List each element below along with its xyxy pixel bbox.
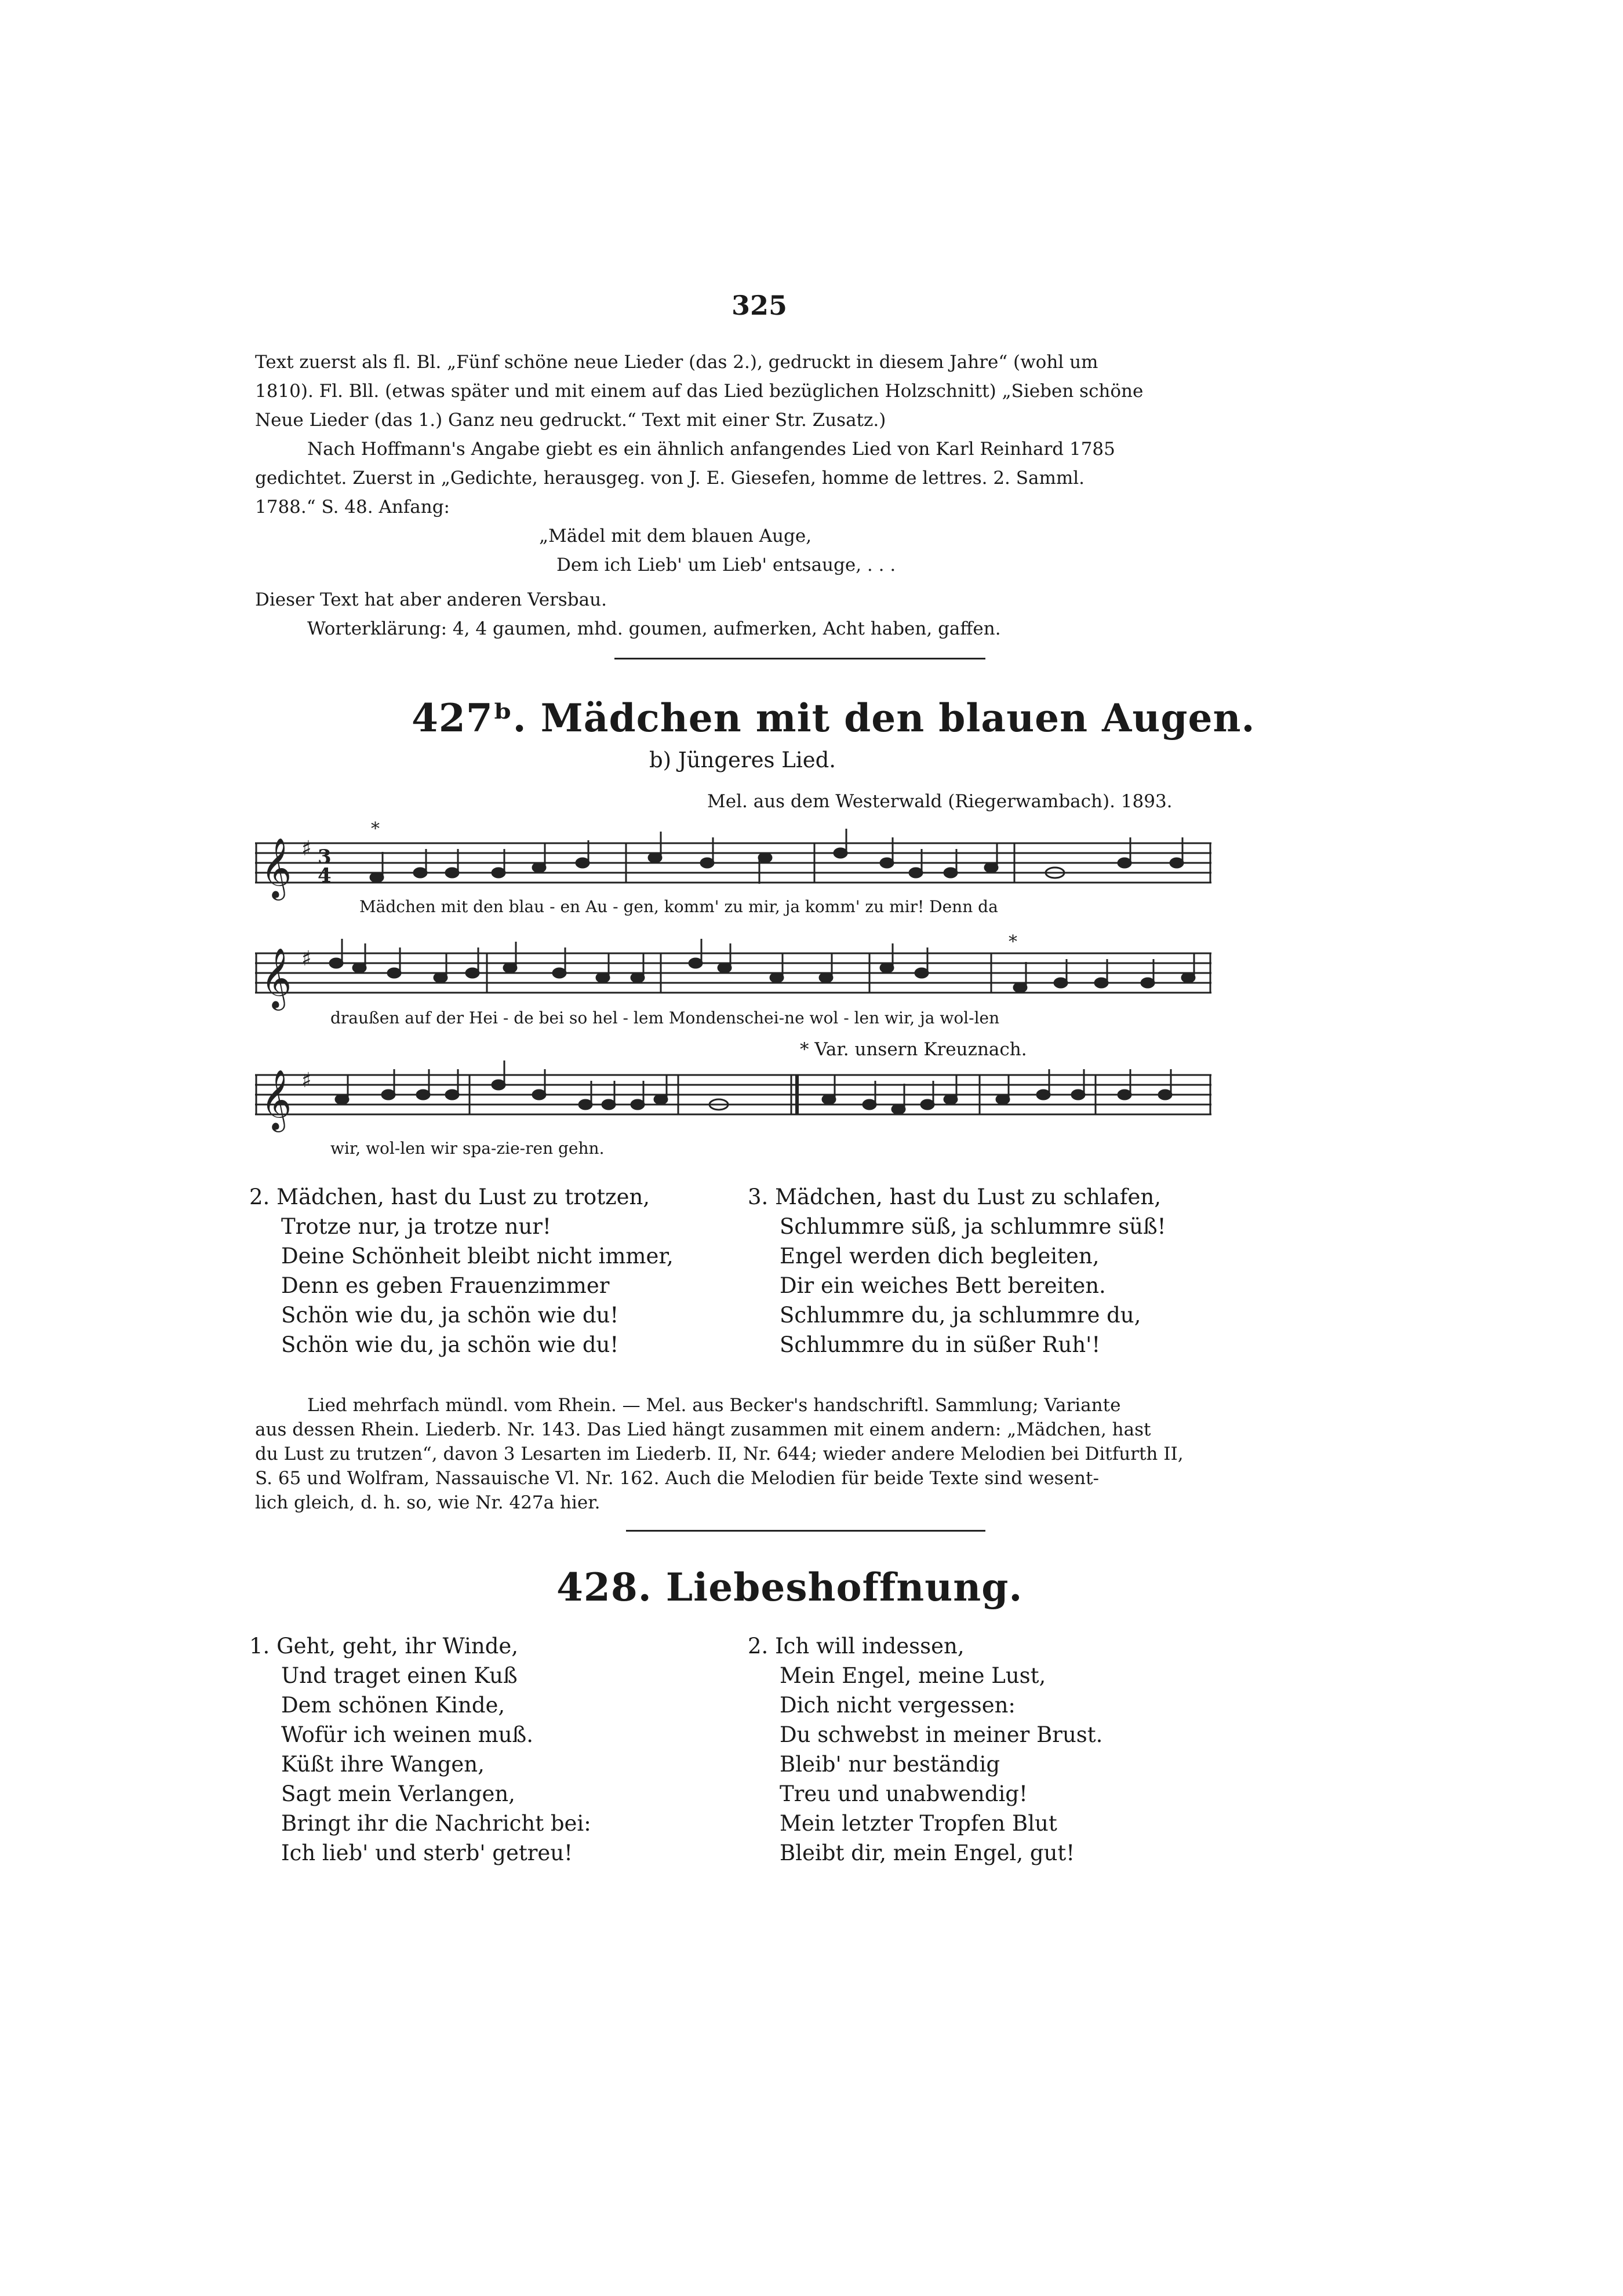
verse-line: Dich nicht vergessen: <box>780 1693 1016 1718</box>
page-number: 325 <box>731 290 788 321</box>
svg-text:♯: ♯ <box>301 837 312 861</box>
divider <box>626 1530 985 1532</box>
verse-line: Bleib' nur beständig <box>780 1752 1000 1777</box>
verse-line: Sagt mein Verlangen, <box>281 1781 515 1806</box>
verse-line: Schön wie du, ja schön wie du! <box>281 1332 619 1357</box>
music-staff-1 <box>255 817 1217 904</box>
svg-text:*: * <box>371 819 380 839</box>
song-title: Liebeshoffnung. <box>665 1565 1023 1610</box>
note-line: Nach Hoffmann's Angabe giebt es ein ähnlich anfangendes Lied von Karl Reinhard 1785 <box>307 439 1115 460</box>
lyrics-row: wir, wol-len wir spa-zie-ren gehn. <box>330 1139 605 1158</box>
verse-line: Dir ein weiches Bett bereiten. <box>780 1273 1106 1298</box>
verse-line: Dem schönen Kinde, <box>281 1693 505 1718</box>
song-heading-428 <box>556 1565 1022 1610</box>
verse-line: 2. Mädchen, hast du Lust zu trotzen, <box>249 1185 650 1209</box>
svg-text:𝄞: 𝄞 <box>261 837 292 898</box>
verse-line: Schlummre süß, ja schlummre süß! <box>780 1214 1166 1239</box>
verse-3 <box>748 1182 1166 1360</box>
verse-line: Deine Schönheit bleibt nicht immer, <box>281 1244 674 1269</box>
verse-line: Wofür ich weinen muß. <box>281 1722 534 1747</box>
verse-line: Du schwebst in meiner Brust. <box>780 1722 1103 1747</box>
verse-2 <box>249 1182 674 1360</box>
svg-text:𝄞: 𝄞 <box>261 1069 292 1130</box>
divider <box>614 658 985 659</box>
note-line: Neue Lieder (das 1.) Ganz neu gedruckt.“ Text mit einer Str. Zusatz.) <box>255 410 886 431</box>
verse-line: 3. Mädchen, hast du Lust zu schlafen, <box>748 1185 1161 1209</box>
melody-source: Mel. aus dem Westerwald (Riegerwambach). 1893. <box>707 791 1173 812</box>
verse-line: Mein letzter Tropfen Blut <box>780 1811 1057 1836</box>
svg-text:*: * <box>1009 932 1017 952</box>
verse-line: Bringt ihr die Nachricht bei: <box>281 1811 591 1836</box>
verse-line: Treu und unabwendig! <box>780 1781 1028 1806</box>
source-note-line: Lied mehrfach mündl. vom Rhein. — Mel. aus Becker's handschriftl. Sammlung; Variante <box>307 1395 1121 1416</box>
verse-line: Engel werden dich begleiten, <box>780 1244 1100 1269</box>
source-note-line: lich gleich, d. h. so, wie Nr. 427a hier. <box>255 1492 601 1513</box>
verse-line: 2. Ich will indessen, <box>748 1634 965 1659</box>
svg-text:♯: ♯ <box>301 1069 312 1092</box>
verse-line: 1. Geht, geht, ihr Winde, <box>249 1634 519 1659</box>
lyrics-row: Mädchen mit den blau - en Au - gen, komm' zu mir, ja komm' zu mir! Denn da <box>359 897 998 916</box>
verse-1-428 <box>249 1631 591 1868</box>
svg-text:♯: ♯ <box>301 947 312 971</box>
svg-text:3: 3 <box>318 845 332 869</box>
verse-line: Denn es geben Frauenzimmer <box>281 1273 610 1298</box>
variant-note: * Var. unsern Kreuznach. <box>800 1039 1027 1060</box>
source-note-line: du Lust zu trutzen“, davon 3 Lesarten im Liederb. II, Nr. 644; wieder andere Melodien bei Ditfurth II, <box>255 1444 1184 1464</box>
word-explanation: Worterklärung: 4, 4 gaumen, mhd. goumen, aufmerken, Acht haben, gaffen. <box>307 618 1001 639</box>
note-line: 1810). Fl. Bll. (etwas später und mit einem auf das Lied bezüglichen Holzschnitt) „Sieben schöne <box>255 381 1144 402</box>
song-heading-427b <box>412 695 1255 741</box>
note-line: Text zuerst als fl. Bl. „Fünf schöne neue Lieder (das 2.), gedruckt in diesem Jahre“ (wohl um <box>255 352 1098 373</box>
note-line: Dieser Text hat aber anderen Versbau. <box>255 589 607 610</box>
verse-line: Und traget einen Kuß <box>281 1663 518 1688</box>
svg-text:4: 4 <box>318 864 332 887</box>
music-staff-2 <box>255 927 1217 1014</box>
svg-text:𝄞: 𝄞 <box>261 947 292 1008</box>
music-staff-3 <box>255 1049 1217 1136</box>
quote-line: Dem ich Lieb' um Lieb' entsauge, . . . <box>556 555 896 575</box>
note-line: 1788.“ S. 48. Anfang: <box>255 497 450 517</box>
verse-line: Ich lieb' und sterb' getreu! <box>281 1841 573 1865</box>
song-number: 428. <box>556 1565 652 1610</box>
note-line: gedichtet. Zuerst in „Gedichte, herausgeg. von J. E. Giesefen, homme de lettres. 2. Samml. <box>255 468 1085 489</box>
verse-line: Mein Engel, meine Lust, <box>780 1663 1046 1688</box>
verse-line: Bleibt dir, mein Engel, gut! <box>780 1841 1075 1865</box>
verse-line: Schlummre du, ja schlummre du, <box>780 1303 1141 1328</box>
verse-line: Schön wie du, ja schön wie du! <box>281 1303 619 1328</box>
quote-line: „Mädel mit dem blauen Auge, <box>539 526 812 546</box>
song-title: Mädchen mit den blauen Augen. <box>540 695 1256 741</box>
verse-2-428 <box>748 1631 1102 1868</box>
lyrics-row: draußen auf der Hei - de bei so hel - lem Mondenschei-ne wol - len wir, ja wol-len <box>330 1008 1000 1027</box>
verse-line: Schlummre du in süßer Ruh'! <box>780 1332 1101 1357</box>
verse-line: Küßt ihre Wangen, <box>281 1752 485 1777</box>
verse-line: Trotze nur, ja trotze nur! <box>281 1214 551 1239</box>
song-subtitle: b) Jüngeres Lied. <box>649 748 836 772</box>
source-note-line: S. 65 und Wolfram, Nassauische Vl. Nr. 162. Auch die Melodien für beide Texte sind wesent- <box>255 1468 1099 1489</box>
song-number: 427ᵇ. <box>412 695 527 741</box>
source-note-line: aus dessen Rhein. Liederb. Nr. 143. Das Lied hängt zusammen mit einem andern: „Mädchen, hast <box>255 1419 1151 1440</box>
